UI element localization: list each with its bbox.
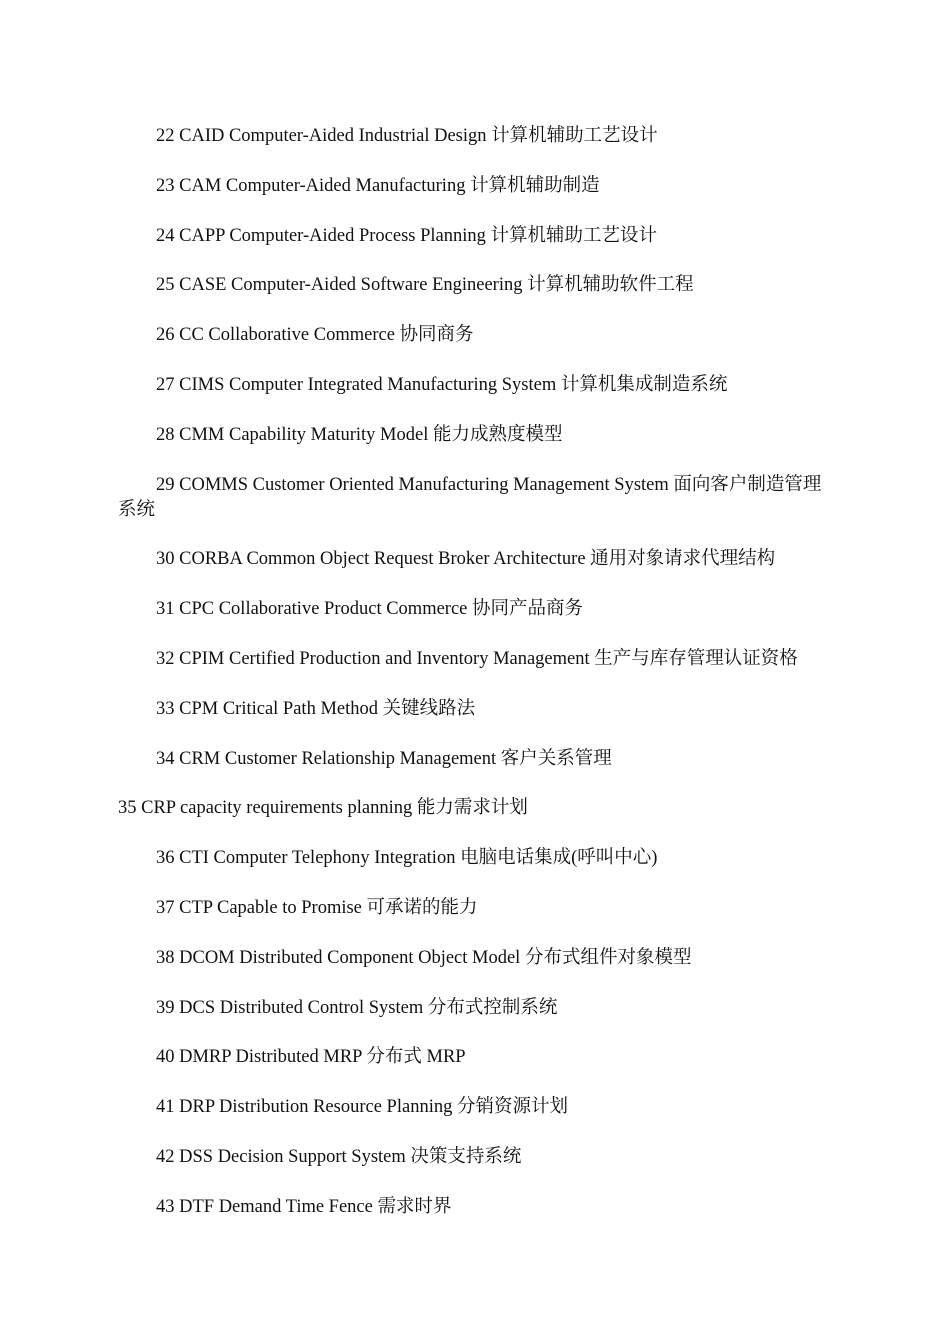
glossary-entry: 39 DCS Distributed Control System 分布式控制系统	[156, 997, 558, 1018]
glossary-entry: 42 DSS Decision Support System 决策支持系统	[156, 1146, 522, 1167]
glossary-entry: 23 CAM Computer-Aided Manufacturing 计算机辅助制造	[156, 175, 600, 196]
glossary-list	[118, 124, 830, 1245]
glossary-entry: 30 CORBA Common Object Request Broker Architecture 通用对象请求代理结构	[156, 549, 776, 570]
glossary-entry: 27 CIMS Computer Integrated Manufacturing System 计算机集成制造系统	[156, 374, 728, 395]
glossary-entry: 34 CRM Customer Relationship Management 客户关系管理	[156, 748, 612, 769]
glossary-entry: 29 COMMS Customer Oriented Manufacturing Management System 面向客户制造管理系统	[118, 474, 822, 520]
glossary-entry: 28 CMM Capability Maturity Model 能力成熟度模型	[156, 424, 563, 445]
glossary-entry: 37 CTP Capable to Promise 可承诺的能力	[156, 897, 478, 918]
glossary-entry: 26 CC Collaborative Commerce 协同商务	[156, 325, 474, 346]
glossary-entry: 24 CAPP Computer-Aided Process Planning 计算机辅助工艺设计	[156, 225, 658, 246]
glossary-entry: 40 DMRP Distributed MRP 分布式 MRP	[156, 1047, 466, 1068]
glossary-entry: 38 DCOM Distributed Component Object Model 分布式组件对象模型	[156, 947, 692, 968]
glossary-entry: 33 CPM Critical Path Method 关键线路法	[156, 698, 476, 719]
glossary-entry: 22 CAID Computer-Aided Industrial Design 计算机辅助工艺设计	[156, 126, 658, 146]
glossary-entry: 31 CPC Collaborative Product Commerce 协同产品商务	[156, 599, 584, 620]
glossary-entry: 35 CRP capacity requirements planning 能力需求计划	[118, 798, 528, 819]
glossary-entry: 32 CPIM Certified Production and Inventory Management 生产与库存管理认证资格	[156, 648, 798, 669]
glossary-entry: 43 DTF Demand Time Fence 需求时界	[156, 1196, 452, 1217]
glossary-entry: 41 DRP Distribution Resource Planning 分销资源计划	[156, 1097, 568, 1118]
glossary-entry: 25 CASE Computer-Aided Software Engineering 计算机辅助软件工程	[156, 275, 694, 296]
glossary-entry: 36 CTI Computer Telephony Integration 电脑电话集成(呼叫中心)	[156, 848, 658, 869]
